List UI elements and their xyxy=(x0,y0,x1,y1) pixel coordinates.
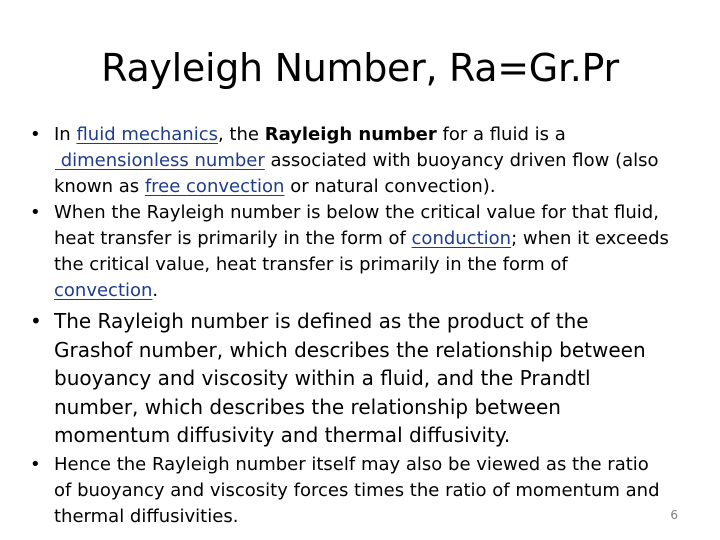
link-fluid-mechanics[interactable]: fluid mechanics xyxy=(76,124,218,145)
page-number: 6 xyxy=(670,508,678,522)
bullet-text: Hence the Rayleigh number itself may also be viewed as the ratio of buoyancy and viscosity forces times the ratio of momentum and thermal diffusivities. xyxy=(54,454,660,527)
bold-term: Rayleigh number xyxy=(264,124,437,145)
bullet-marker: • xyxy=(30,202,41,223)
bullet-marker: • xyxy=(30,454,41,475)
bullet-text: The Rayleigh number is defined as the product of the Grashof number, which describes the relationship between buoyancy and viscosity within a fluid, and the Prandtl number, which describes the relationship between momentum diffusivity and thermal diffusivity. xyxy=(54,309,646,447)
link-free-convection[interactable]: free convection xyxy=(144,176,285,197)
bullet-item xyxy=(30,200,670,304)
bullet-item xyxy=(30,452,670,530)
link-dimensionless-number[interactable]: dimensionless number xyxy=(55,150,265,171)
bullet-item xyxy=(30,122,670,200)
link-convection[interactable]: convection xyxy=(54,280,153,301)
bullet-marker: • xyxy=(30,124,41,145)
slide-title: Rayleigh Number, Ra=Gr.Pr xyxy=(101,46,619,90)
bullet-marker: • xyxy=(30,309,42,333)
bullet-text: In fluid mechanics, the Rayleigh number for a fluid is a dimensionless number associated with buoyancy driven flow (also known as free convection or natural convection). xyxy=(54,124,659,197)
bullet-item xyxy=(30,307,670,450)
bullet-text: When the Rayleigh number is below the critical value for that fluid, heat transfer is primarily in the form of conduction; when it exceeds the critical value, heat transfer is primarily in the form of convection. xyxy=(54,202,669,301)
link-conduction[interactable]: conduction xyxy=(411,228,512,249)
